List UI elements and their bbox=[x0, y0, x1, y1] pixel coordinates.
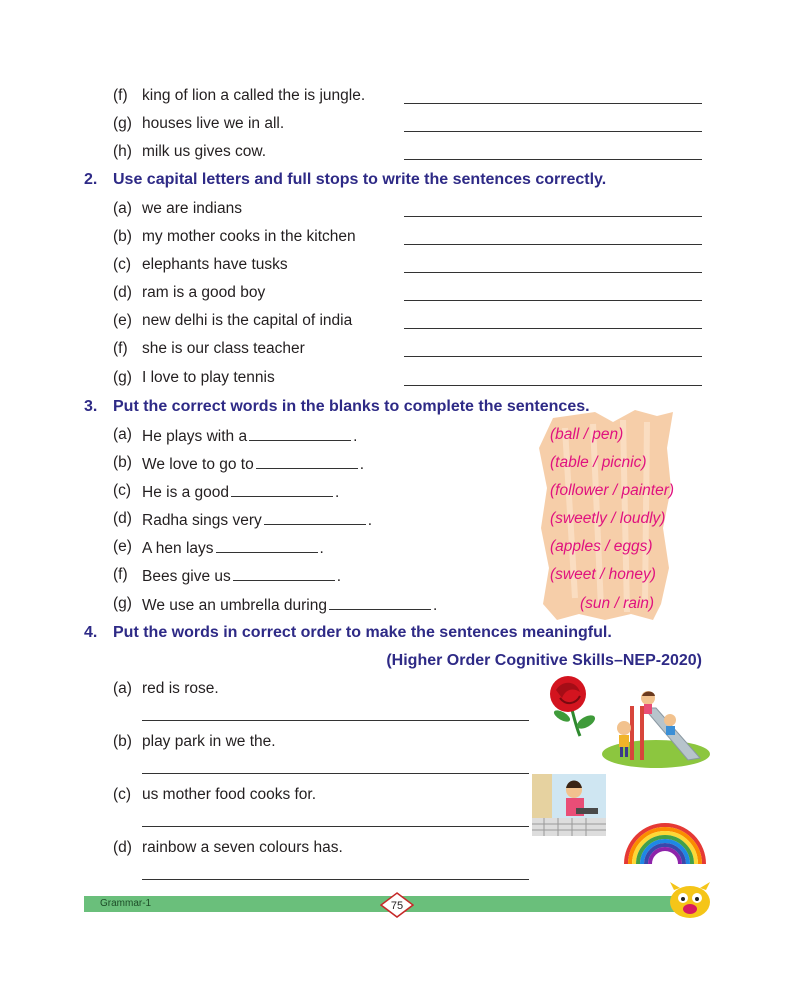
blank-field[interactable] bbox=[256, 454, 358, 469]
item-text: rainbow a seven colours has. bbox=[142, 839, 343, 856]
question-number: 3. bbox=[84, 398, 98, 415]
answer-line[interactable] bbox=[142, 773, 529, 774]
answer-line[interactable] bbox=[404, 385, 702, 386]
sentence-start: We use an umbrella during bbox=[142, 597, 327, 614]
item-text: I love to play tennis bbox=[142, 369, 275, 386]
sentence-start: He is a good bbox=[142, 484, 230, 501]
sentence-start: Bees give us bbox=[142, 568, 231, 585]
fill-blank-sentence bbox=[142, 595, 437, 615]
blank-field[interactable] bbox=[249, 426, 351, 441]
sentence-end: . bbox=[353, 428, 358, 445]
word-options: (ball / pen) bbox=[550, 426, 624, 443]
fill-blank-sentence bbox=[142, 510, 372, 530]
slide-illustration bbox=[600, 688, 712, 770]
mascot-icon bbox=[666, 880, 714, 920]
item-label: (a) bbox=[113, 426, 132, 443]
answer-line[interactable] bbox=[142, 879, 529, 880]
page-number: 75 bbox=[390, 900, 404, 912]
question-number: 4. bbox=[84, 624, 98, 641]
sentence-start: We love to go to bbox=[142, 456, 254, 473]
page-number-badge bbox=[380, 892, 414, 918]
item-label: (d) bbox=[113, 839, 132, 856]
item-label: (e) bbox=[113, 312, 132, 329]
item-text: king of lion a called the is jungle. bbox=[142, 87, 366, 104]
answer-line[interactable] bbox=[404, 328, 702, 329]
blank-field[interactable] bbox=[231, 482, 333, 497]
item-label: (b) bbox=[113, 454, 132, 471]
rose-illustration bbox=[540, 672, 606, 738]
sentence-start: Radha sings very bbox=[142, 512, 262, 529]
footer-book-title: Grammar-1 bbox=[100, 898, 152, 909]
question-heading: Put the correct words in the blanks to complete the sentences. bbox=[113, 398, 590, 415]
item-text: milk us gives cow. bbox=[142, 143, 267, 160]
item-label: (h) bbox=[113, 143, 132, 160]
blank-field[interactable] bbox=[264, 510, 366, 525]
item-label: (f) bbox=[113, 340, 128, 357]
item-text: elephants have tusks bbox=[142, 256, 288, 273]
answer-line[interactable] bbox=[404, 159, 702, 160]
item-text: ram is a good boy bbox=[142, 284, 266, 301]
word-options: (follower / painter) bbox=[550, 482, 675, 499]
fill-blank-sentence bbox=[142, 426, 357, 446]
answer-line[interactable] bbox=[142, 720, 529, 721]
item-label: (g) bbox=[113, 595, 132, 612]
item-label: (e) bbox=[113, 538, 132, 555]
word-options: (sweetly / loudly) bbox=[550, 510, 666, 527]
blank-field[interactable] bbox=[329, 595, 431, 610]
question-number: 2. bbox=[84, 171, 98, 188]
fill-blank-sentence bbox=[142, 566, 341, 586]
item-label: (c) bbox=[113, 256, 132, 273]
sentence-start: He plays with a bbox=[142, 428, 248, 445]
word-options: (apples / eggs) bbox=[550, 538, 653, 555]
answer-line[interactable] bbox=[142, 826, 529, 827]
answer-line[interactable] bbox=[404, 356, 702, 357]
word-options: (table / picnic) bbox=[550, 454, 647, 471]
item-label: (d) bbox=[113, 284, 132, 301]
item-text: play park in we the. bbox=[142, 733, 276, 750]
sentence-end: . bbox=[432, 597, 438, 614]
item-label: (f) bbox=[113, 87, 128, 104]
question-subheading: (Higher Order Cognitive Skills–NEP-2020) bbox=[386, 652, 702, 669]
sentence-end: . bbox=[319, 540, 324, 557]
item-text: us mother food cooks for. bbox=[142, 786, 317, 803]
blank-field[interactable] bbox=[216, 538, 318, 553]
rainbow-illustration bbox=[620, 818, 710, 866]
answer-line[interactable] bbox=[404, 103, 702, 104]
item-text: she is our class teacher bbox=[142, 340, 305, 357]
item-text: red is rose. bbox=[142, 680, 219, 697]
item-label: (a) bbox=[113, 200, 132, 217]
word-options: (sun / rain) bbox=[580, 595, 655, 612]
answer-line[interactable] bbox=[404, 216, 702, 217]
fill-blank-sentence bbox=[142, 538, 324, 558]
item-text: houses live we in all. bbox=[142, 115, 285, 132]
fill-blank-sentence bbox=[142, 454, 364, 474]
item-label: (c) bbox=[113, 786, 132, 803]
answer-line[interactable] bbox=[404, 131, 702, 132]
item-label: (b) bbox=[113, 733, 132, 750]
word-options: (sweet / honey) bbox=[550, 566, 656, 583]
answer-line[interactable] bbox=[404, 244, 702, 245]
item-label: (c) bbox=[113, 482, 132, 499]
item-label: (b) bbox=[113, 228, 132, 245]
kitchen-illustration bbox=[530, 772, 608, 838]
fill-blank-sentence bbox=[142, 482, 339, 502]
item-text: my mother cooks in the kitchen bbox=[142, 228, 356, 245]
item-label: (g) bbox=[113, 369, 132, 386]
item-label: (f) bbox=[113, 566, 128, 583]
item-text: we are indians bbox=[142, 200, 242, 217]
sentence-end: . bbox=[335, 484, 340, 501]
item-text: new delhi is the capital of india bbox=[142, 312, 353, 329]
sentence-end: . bbox=[359, 456, 365, 473]
answer-line[interactable] bbox=[404, 272, 702, 273]
question-heading: Use capital letters and full stops to write the sentences correctly. bbox=[113, 171, 607, 188]
item-label: (g) bbox=[113, 115, 132, 132]
sentence-end: . bbox=[336, 568, 342, 585]
question-heading: Put the words in correct order to make the sentences meaningful. bbox=[113, 624, 612, 641]
item-label: (d) bbox=[113, 510, 132, 527]
sentence-start: A hen lays bbox=[142, 540, 214, 557]
blank-field[interactable] bbox=[233, 566, 335, 581]
item-label: (a) bbox=[113, 680, 132, 697]
answer-line[interactable] bbox=[404, 300, 702, 301]
sentence-end: . bbox=[367, 512, 373, 529]
